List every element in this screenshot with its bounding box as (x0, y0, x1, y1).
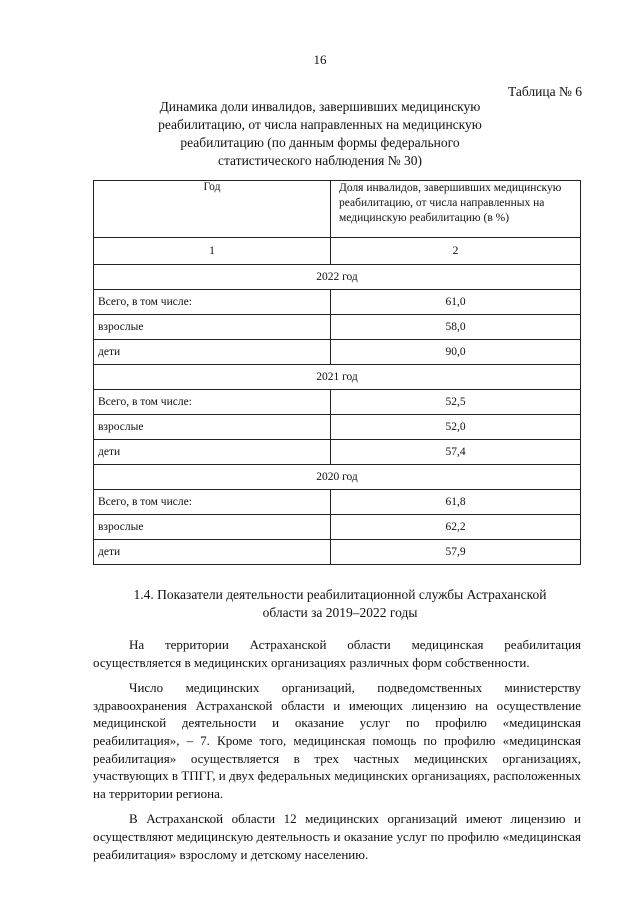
table-row (94, 290, 581, 315)
page-number: 16 (313, 52, 327, 67)
table-title: Динамика доли инвалидов, завершивших медицинскую реабилитацию, от числа направленных на медицинскую реабилитацию (по данным формы федерального статистического наблюдения № 30) (158, 99, 482, 168)
row-label: дети (94, 440, 331, 465)
year-group-row (94, 365, 581, 390)
row-value: 52,0 (331, 415, 581, 440)
row-value: 52,5 (331, 390, 581, 415)
table-row (94, 415, 581, 440)
row-label: дети (94, 340, 331, 365)
column-header-year: Год (94, 181, 331, 238)
table-header-row (94, 181, 581, 238)
table-row (94, 340, 581, 365)
paragraph: В Астраханской области 12 медицинских организаций имеют лицензию и осуществляют медицинскую деятельность и оказание услуг по профилю «медицинская реабилитация» взрослому и детскому населению. (93, 811, 581, 862)
row-value: 57,4 (331, 440, 581, 465)
row-label: взрослые (94, 415, 331, 440)
table-row (94, 390, 581, 415)
row-value: 90,0 (331, 340, 581, 365)
row-label: Всего, в том числе: (94, 490, 331, 515)
body-text (93, 636, 581, 871)
row-label: Всего, в том числе: (94, 290, 331, 315)
year-group-row (94, 465, 581, 490)
table-row (94, 440, 581, 465)
row-value: 61,8 (331, 490, 581, 515)
paragraph: На территории Астраханской области медицинская реабилитация осуществляется в медицинских организациях различных форм собственности. (93, 637, 581, 670)
column-number-row (94, 238, 581, 265)
year-label: 2022 год (94, 265, 581, 290)
row-label: взрослые (94, 515, 331, 540)
data-table (93, 180, 581, 565)
table-row (94, 515, 581, 540)
section-heading: 1.4. Показатели деятельности реабилитационной службы Астраханской области за 2019–2022 годы (133, 587, 547, 620)
row-value: 58,0 (331, 315, 581, 340)
row-label: дети (94, 540, 331, 565)
year-label: 2020 год (94, 465, 581, 490)
table-row (94, 315, 581, 340)
column-number-2: 2 (331, 238, 581, 265)
row-value: 62,2 (331, 515, 581, 540)
year-label: 2021 год (94, 365, 581, 390)
paragraph: Число медицинских организаций, подведомственных министерству здравоохранения Астраханской области и имеющих лицензию на осуществление медицинской деятельности и оказание услуг по профилю «медицинская реабилитация», – 7. Кроме того, медицинская помощь по профилю «медицинская реабилитация» осуществляется в трех частных медицинских организациях, участвующих в ТПГГ, и двух федеральных медицинских организациях, расположенных на территории региона. (93, 680, 581, 801)
column-number-1: 1 (94, 238, 331, 265)
row-value: 57,9 (331, 540, 581, 565)
table-label: Таблица № 6 (508, 84, 582, 99)
year-group-row (94, 265, 581, 290)
table-row (94, 540, 581, 565)
row-label: взрослые (94, 315, 331, 340)
row-label: Всего, в том числе: (94, 390, 331, 415)
column-header-share: Доля инвалидов, завершивших медицинскую реабилитацию, от числа направленных на медицинскую реабилитацию (в %) (331, 181, 581, 238)
table-row (94, 490, 581, 515)
row-value: 61,0 (331, 290, 581, 315)
